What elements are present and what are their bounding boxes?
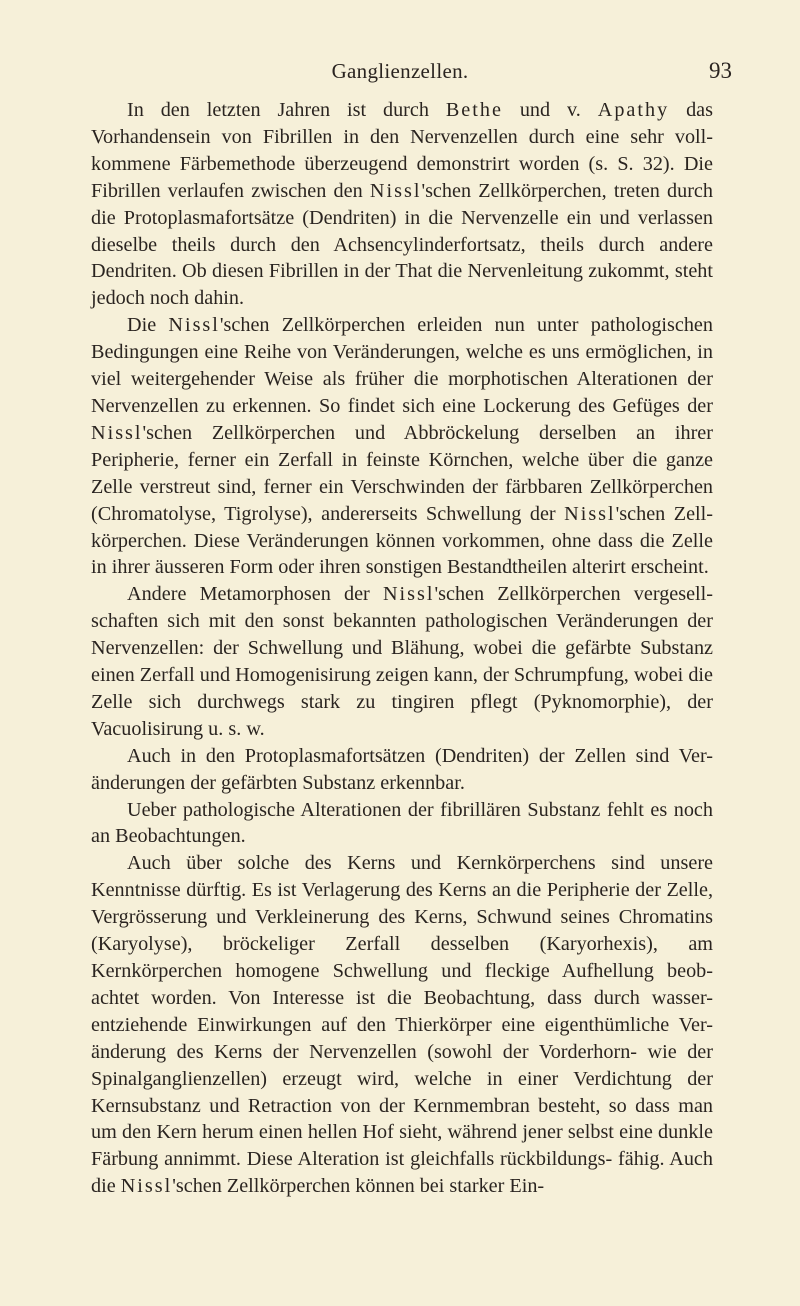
running-head	[0, 59, 800, 87]
running-title: Ganglienzellen.	[331, 59, 469, 83]
author-name: Nissl	[382, 583, 435, 606]
paragraph-text: und v.	[502, 99, 598, 121]
author-name: Nissl	[120, 1175, 173, 1198]
paragraph	[91, 97, 713, 312]
paragraph-text: Auch über solche des Kerns und Kernkörperchens sind unsere Kenntnisse dürftig. Es ist Verlagerung des Kerns an die Peripherie der Zelle, Vergrösserung und Verkleinerung des Kerns, Schwund seines Chromatins (Karyolyse), bröckeliger Zerfall desselben (Karyorhexis), am Kernkörperchen homogene Schwellung und fleckige Aufhellung beob- achtet worden. Von Interesse ist die Beobachtung, dass durch wasser- entziehende Einwirkungen auf den Thierkörper eine eigenthümliche Ver- änderung des Kerns der Nervenzellen (sowohl der Vorderhorn- wie der Spinalganglienzellen) erzeugt wird, welche in einer Verdichtung der Kernsubstanz und Retraction von der Kernmembran besteht, so dass man um den Kern herum einen hellen Hof sieht, während jener selbst eine dunkle Färbung annimmt. Diese Alteration ist gleichfalls rückbildungs- fähig. Auch die	[91, 852, 713, 1198]
body-text	[91, 97, 713, 1200]
paragraph-text: 'schen Zellkörperchen erleiden nun unter pathologischen Bedingungen eine Reihe von Veränderungen, welche es uns ermöglichen, in viel weitergehender Weise als früher die morphotischen Alterationen der Nervenzellen zu erkennen. So findet sich eine Lockerung des Gefüges der	[91, 314, 713, 417]
paragraph-text: das Vorhandensein von Fibrillen in den Nervenzellen durch eine sehr voll- kommene Färbemethode überzeugend demonstrirt worden (s. S. 32). Die Fibrillen verlaufen zwischen den	[91, 99, 713, 202]
paragraph-text: 'schen Zellkörperchen können bei starker Ein-	[172, 1175, 545, 1198]
page-number: 93	[709, 58, 732, 83]
paragraph-text: Die	[127, 314, 169, 337]
paragraph-text: 'schen Zell- körperchen. Diese Veränderungen können vorkommen, ohne dass die Zelle in ihrer äusseren Form oder ihren sonstigen Bestandtheilen alterirt erscheint.	[91, 502, 713, 579]
paragraph-text: Auch in den Protoplasmafortsätzen (Dendriten) der Zellen sind Ver- änderungen der gefärbten Substanz erkennbar.	[91, 744, 713, 794]
paragraph-text: Andere Metamorphosen der	[127, 583, 383, 606]
author-name: Bethe	[445, 99, 503, 121]
paragraph	[91, 743, 713, 797]
author-name: Nissl	[168, 314, 220, 337]
paragraph	[91, 581, 713, 742]
author-name: Nissl	[564, 502, 616, 525]
author-name: Nissl	[91, 421, 143, 444]
paragraph	[91, 850, 713, 1200]
paragraph-text: 'schen Zellkörperchen, treten durch die Protoplasmafortsätze (Dendriten) in die Nervenzelle ein und verlassen dieselbe theils durch den Achsencylinderfortsatz, theils durch andere Dendriten. Ob diesen Fibrillen in der That die Nervenleitung zukommt, steht jedoch noch dahin.	[91, 179, 713, 310]
paragraph-text: Ueber pathologische Alterationen der fibrillären Substanz fehlt es noch an Beobachtungen.	[91, 798, 713, 848]
author-name: Nissl	[369, 179, 422, 202]
paragraph	[91, 797, 713, 851]
paragraph	[91, 312, 713, 581]
paragraph-text: 'schen Zellkörperchen und Abbröckelung derselben an ihrer Peripherie, ferner ein Zerfall in feinste Körnchen, welche über die ganze Zelle verstreut sind, ferner ein Verschwinden der färbbaren Zellkörperchen (Chromatolyse, Tigrolyse), andererseits Schwellung der	[91, 421, 713, 525]
author-name: Apathy	[597, 99, 670, 121]
paragraph-text: In den letzten Jahren ist durch	[127, 99, 446, 121]
paragraph-text: 'schen Zellkörperchen vergesell- schaften sich mit den sonst bekannten pathologischen Veränderungen der Nervenzellen: der Schwellung und Blähung, wobei die gefärbte Substanz einen Zerfall und Homogenisirung zeigen kann, der Schrumpfung, wobei die Zelle sich durchwegs stark zu tingiren pflegt (Pyknomorphie), der Vacuolisirung u. s. w.	[91, 583, 713, 740]
